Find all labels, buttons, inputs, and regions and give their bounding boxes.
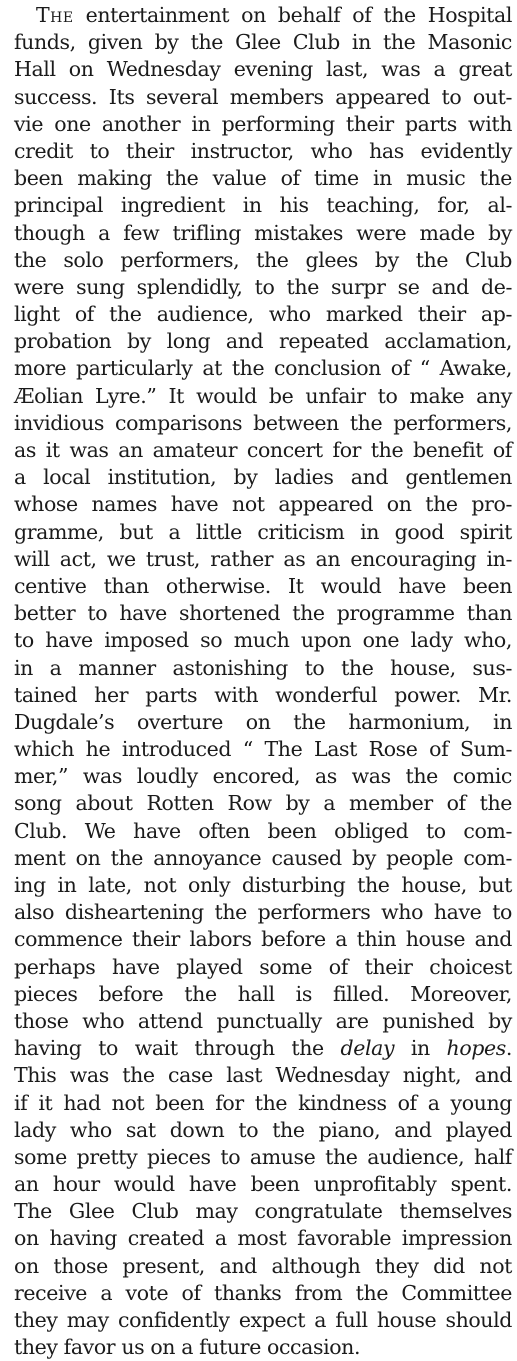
article-line-14: more particularly at the conclusion of “ Awake, bbox=[14, 356, 512, 381]
article-line-35: commence their labors before a thin house and bbox=[14, 927, 512, 952]
article-line-9: though a few trifling mistakes were made by bbox=[14, 220, 512, 245]
article-line-23: better to have shortened the programme than bbox=[14, 601, 512, 626]
article-line-39 bbox=[14, 1035, 512, 1062]
article-line-45: The Glee Club may congratulate themselves bbox=[14, 1199, 512, 1224]
article-line-38: those who attend punctually are punished by bbox=[14, 1008, 512, 1033]
article-line-15: Æolian Lyre.” It would be unfair to make any bbox=[14, 383, 512, 408]
article-line-13: probation by long and repeated acclamation, bbox=[14, 329, 512, 354]
article-line-48: receive a vote of thanks from the Committee bbox=[14, 1280, 512, 1305]
article-line-21: will act, we trust, rather as an encouraging in- bbox=[14, 546, 512, 571]
article-line-7: been making the value of time in music the bbox=[14, 166, 512, 191]
article-line-34: also disheartening the performers who have to bbox=[14, 900, 512, 925]
article-line-19: whose names have not appeared on the pro- bbox=[14, 492, 512, 517]
article-line-29: mer,” was loudly encored, as was the comic bbox=[14, 764, 512, 789]
article-line-41: if it had not been for the kindness of a young bbox=[14, 1090, 512, 1115]
article-line-49: they may confidently expect a full house should bbox=[14, 1308, 512, 1332]
article-line-33: ing in late, not only disturbing the house, but bbox=[14, 873, 512, 897]
article-line-24: to have imposed so much upon one lady who, bbox=[14, 628, 512, 653]
article-line-25: in a manner astonishing to the house, sus- bbox=[14, 655, 512, 680]
article-line-8: principal ingredient in his teaching, for, al- bbox=[14, 193, 512, 218]
article-line-47: on those present, and although they did not bbox=[14, 1253, 512, 1278]
article-line-16: invidious comparisons between the performers, bbox=[14, 410, 512, 435]
article-line-44: an hour would have been unprofitably spent. bbox=[14, 1172, 512, 1197]
article-line-4: success. Its several members appeared to out- bbox=[14, 84, 512, 109]
article-line-37: pieces before the hall is filled. Moreover, bbox=[14, 981, 512, 1006]
article-line-43: some pretty pieces to amuse the audience, half bbox=[14, 1144, 512, 1169]
line-text: entertainment on behalf of the Hospital bbox=[73, 3, 512, 27]
article-line-27: Dugdale’s overture on the harmonium, in bbox=[14, 709, 512, 734]
line-text: in bbox=[394, 1036, 447, 1061]
article-line-20: gramme, but a little criticism in good spirit bbox=[14, 519, 512, 544]
line-text: . bbox=[505, 1036, 512, 1061]
article-line-42: lady who sat down to the piano, and played bbox=[14, 1117, 512, 1142]
article-line-6: credit to their instructor, who has evidently bbox=[14, 138, 512, 163]
article-line-22: centive than otherwise. It would have been bbox=[14, 573, 512, 598]
lead-word: The bbox=[36, 3, 74, 27]
article-line-10: the solo performers, the glees by the Club bbox=[14, 247, 512, 272]
article-line-26: tained her parts with wonderful power. Mr. bbox=[14, 682, 512, 707]
article-line-30: song about Rotten Row by a member of the bbox=[14, 791, 512, 816]
article-line-17: as it was an amateur concert for the benefit of bbox=[14, 438, 512, 462]
article-line-12: light of the audience, who marked their ap- bbox=[14, 302, 512, 327]
italic-delay: delay bbox=[340, 1036, 395, 1061]
line-text: having to wait through the bbox=[14, 1036, 341, 1061]
article-line-36: perhaps have played some of their choicest bbox=[14, 954, 512, 979]
article-line-46: on having created a most favorable impression bbox=[14, 1226, 512, 1251]
article-line-40: This was the case last Wednesday night, and bbox=[14, 1063, 512, 1088]
italic-hopes: hopes bbox=[446, 1036, 506, 1061]
article-line-31: Club. We have often been obliged to com- bbox=[14, 818, 512, 843]
article-line-2: funds, given by the Glee Club in the Masonic bbox=[14, 30, 512, 55]
article-line-50: they favor us on a future occasion. bbox=[14, 1335, 361, 1360]
article-body bbox=[14, 2, 512, 1361]
article-line-32: ment on the annoyance caused by people com- bbox=[14, 845, 512, 870]
article-line-5: vie one another in performing their parts with bbox=[14, 111, 512, 136]
article-line-1 bbox=[14, 2, 512, 29]
article-line-18: a local institution, by ladies and gentlemen bbox=[14, 465, 512, 490]
article-line-28: which he introduced “ The Last Rose of Sum- bbox=[14, 737, 512, 762]
article-line-11: were sung splendidly, to the surpr se and de- bbox=[14, 274, 512, 299]
article-line-3: Hall on Wednesday evening last, was a great bbox=[14, 57, 512, 82]
